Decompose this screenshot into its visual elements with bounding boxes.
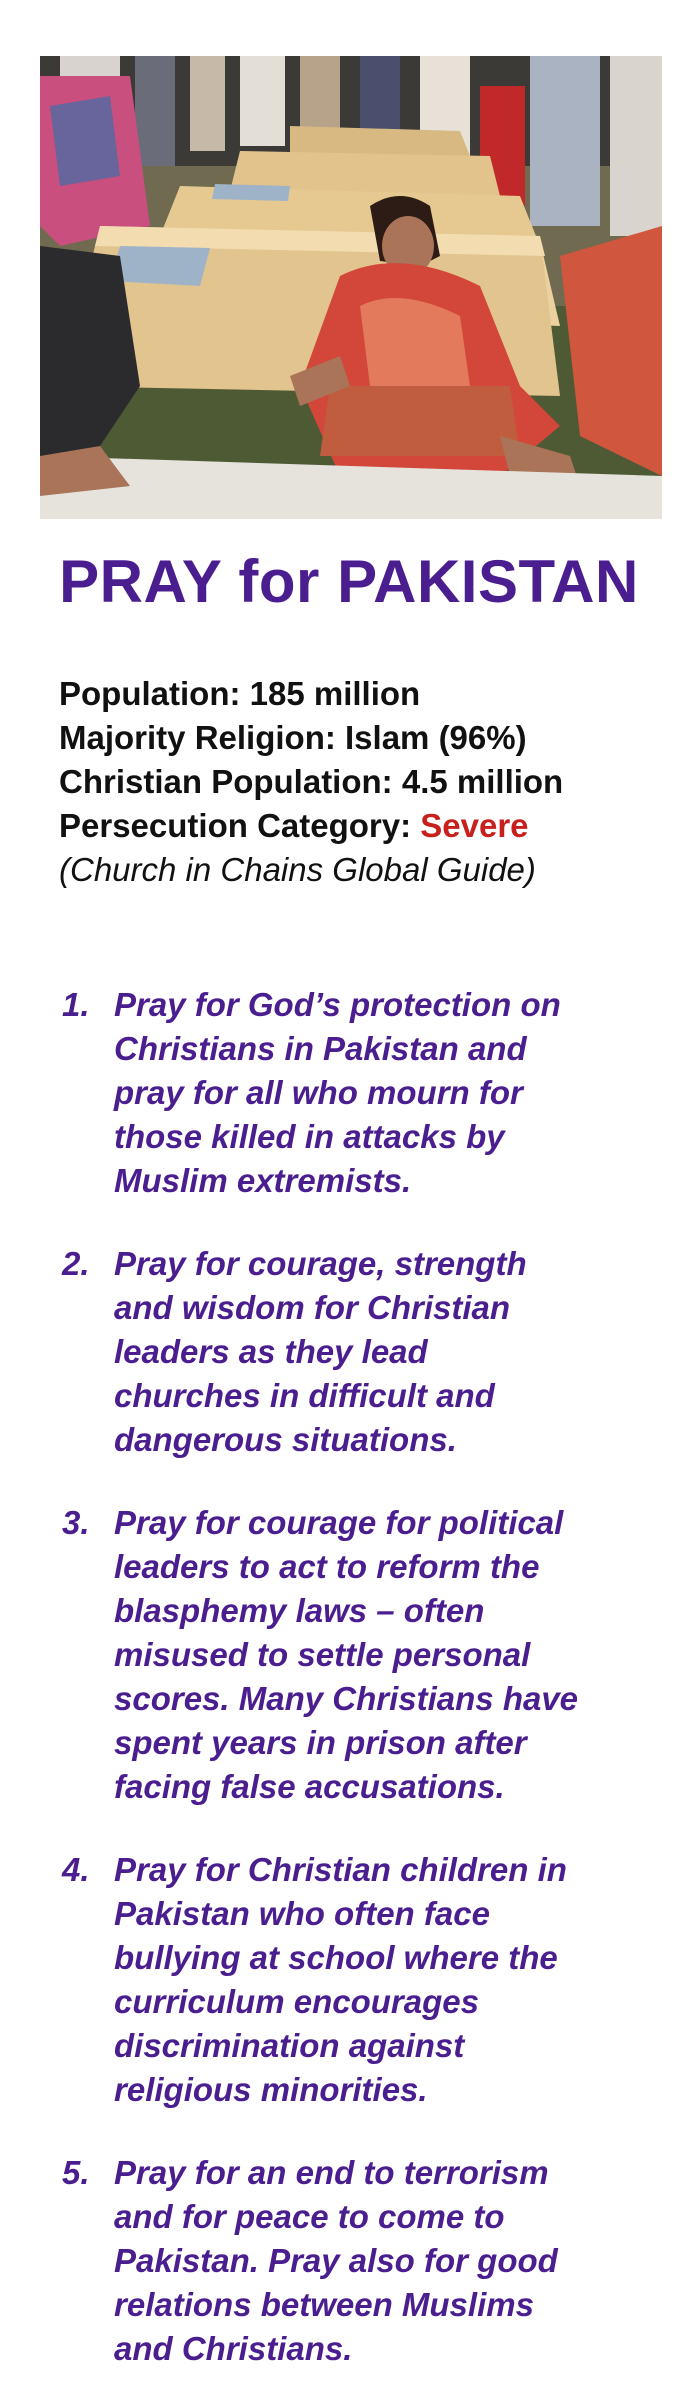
prayer-line: Pakistan who often face	[114, 1895, 490, 1932]
population-fact	[59, 672, 679, 716]
page-title: PRAY for PAKISTAN	[59, 548, 639, 615]
prayer-line: leaders as they lead	[114, 1333, 428, 1370]
population-value: 185 million	[249, 675, 421, 712]
prayer-line: and wisdom for Christian	[114, 1289, 511, 1326]
religion-label: Majority Religion:	[59, 719, 336, 756]
prayer-item	[62, 1242, 662, 1462]
prayer-line: leaders to act to reform the	[114, 1548, 540, 1585]
prayer-number: 2.	[62, 1245, 90, 1282]
persecution-value: Severe	[420, 807, 529, 844]
christian-population-fact	[59, 760, 679, 804]
country-facts	[59, 672, 679, 892]
prayer-line: spent years in prison after	[114, 1724, 527, 1761]
prayer-line: scores. Many Christians have	[114, 1680, 579, 1717]
prayer-line: Christians in Pakistan and	[114, 1030, 527, 1067]
christian-population-label: Christian Population:	[59, 763, 393, 800]
prayer-line: relations between Muslims	[114, 2286, 534, 2323]
persecution-fact	[59, 804, 679, 848]
hero-photo	[40, 56, 662, 519]
prayer-line: and for peace to come to	[114, 2198, 505, 2235]
prayer-line: dangerous situations.	[114, 1421, 457, 1458]
prayer-line: blasphemy laws – often	[114, 1592, 485, 1629]
persecution-label: Persecution Category:	[59, 807, 412, 844]
source-note: (Church in Chains Global Guide)	[59, 851, 536, 888]
religion-value: Islam (96%)	[345, 719, 527, 756]
religion-fact	[59, 716, 679, 760]
prayer-item	[62, 983, 662, 1203]
prayer-item	[62, 1848, 662, 2112]
prayer-line: religious minorities.	[114, 2071, 428, 2108]
prayer-line: Pray for an end to terrorism	[114, 2154, 549, 2191]
prayer-number: 3.	[62, 1504, 90, 1541]
prayer-line: Pray for courage for political	[114, 1504, 564, 1541]
prayer-line: Muslim extremists.	[114, 1162, 412, 1199]
prayer-line: facing false accusations.	[114, 1768, 505, 1805]
prayer-item	[62, 1501, 662, 1809]
population-label: Population:	[59, 675, 241, 712]
prayer-line: bullying at school where the	[114, 1939, 558, 1976]
prayer-line: curriculum encourages	[114, 1983, 479, 2020]
prayer-line: pray for all who mourn for	[114, 1074, 523, 1111]
prayer-line: discrimination against	[114, 2027, 465, 2064]
prayer-line: Pray for Christian children in	[114, 1851, 567, 1888]
prayer-list	[62, 983, 662, 2371]
prayer-number: 5.	[62, 2154, 90, 2191]
prayer-item	[62, 2151, 662, 2371]
prayer-line: Pray for God’s protection on	[114, 986, 561, 1023]
prayer-line: those killed in attacks by	[114, 1118, 505, 1155]
christian-population-value: 4.5 million	[401, 763, 564, 800]
prayer-line: Pakistan. Pray also for good	[114, 2242, 558, 2279]
prayer-line: and Christians.	[114, 2330, 353, 2367]
prayer-number: 1.	[62, 986, 90, 1023]
mourning-scene-image	[40, 56, 662, 519]
prayer-line: churches in difficult and	[114, 1377, 495, 1414]
prayer-number: 4.	[62, 1851, 90, 1888]
prayer-line: Pray for courage, strength	[114, 1245, 527, 1282]
prayer-line: misused to settle personal	[114, 1636, 531, 1673]
